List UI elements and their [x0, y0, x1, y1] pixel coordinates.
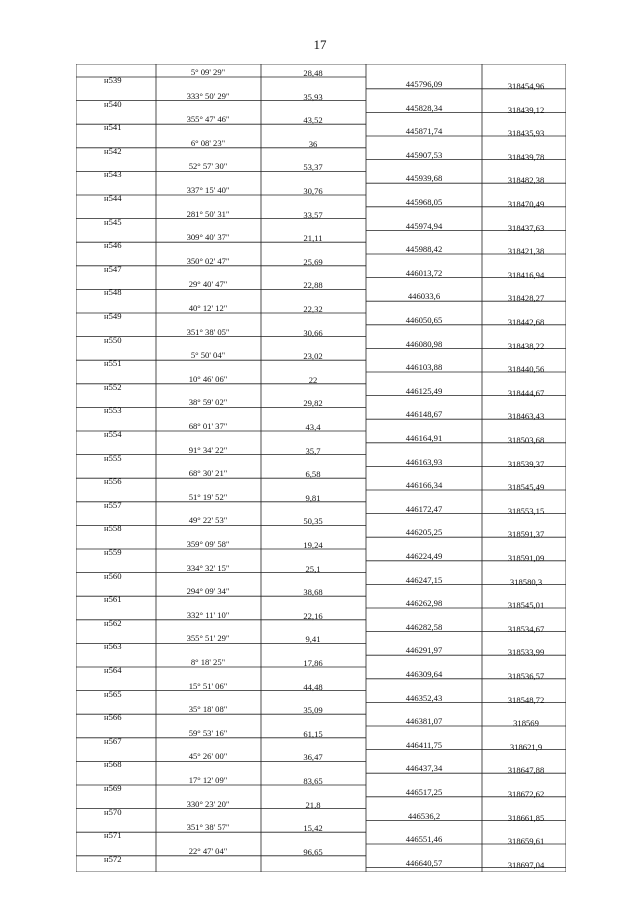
coordinate-x: 445988,42 [405, 244, 443, 255]
segment-length: 21,8 [305, 799, 321, 810]
point-id: н563 [104, 641, 122, 652]
direction-angle: 309° 40' 37" [186, 232, 230, 243]
coordinate-x: 446437,34 [405, 763, 443, 774]
coordinate-y: 318647,88 [507, 765, 545, 776]
coordinate-y: 318444,67 [507, 387, 545, 398]
point-id: н552 [104, 381, 122, 392]
coordinate-x: 446551,46 [405, 834, 443, 845]
coordinate-y: 318503,68 [507, 435, 545, 445]
direction-angle: 17° 12' 09" [188, 775, 228, 785]
segment-length: 33,57 [303, 209, 323, 220]
coordinate-x: 446050,65 [405, 315, 443, 325]
coordinate-y: 318697,04 [507, 859, 545, 870]
coordinate-y: 318435,93 [507, 128, 545, 139]
point-id: н544 [104, 193, 122, 203]
segment-length: 30,76 [303, 186, 323, 196]
coordinate-y: 318438,22 [507, 340, 545, 351]
point-id: н570 [104, 806, 122, 817]
direction-angle: 5° 50' 04" [190, 350, 226, 361]
direction-angle: 6° 08' 23" [190, 137, 226, 148]
coordinate-x: 446013,72 [405, 267, 443, 278]
point-id: н551 [104, 358, 122, 369]
coordinate-x: 445974,94 [405, 220, 443, 231]
coordinate-x: 446033,6 [407, 291, 441, 302]
segment-length: 19,24 [303, 540, 323, 550]
point-id: н564 [104, 665, 122, 675]
coordinate-y: 318591,37 [507, 529, 545, 540]
coordinate-y: 318454,96 [507, 81, 545, 91]
point-id: н548 [104, 287, 122, 298]
coordinate-y: 318539,37 [507, 458, 545, 469]
direction-angle: 35° 18' 08" [188, 704, 228, 715]
segment-length: 23,02 [303, 351, 323, 362]
segment-length: 22,88 [303, 280, 323, 291]
coordinate-y: 318591,09 [507, 553, 545, 563]
segment-length: 15,42 [303, 823, 323, 834]
coordinate-y: 318545,49 [507, 482, 545, 493]
direction-angle: 337° 15' 40" [186, 185, 230, 195]
segment-length: 44,48 [303, 681, 323, 692]
direction-angle: 22° 47' 04" [188, 845, 228, 856]
point-id: н540 [104, 98, 122, 109]
coordinate-x: 446291,97 [405, 645, 443, 656]
direction-angle: 355° 47' 46" [186, 114, 230, 125]
point-id: н542 [104, 145, 122, 156]
point-id: н555 [104, 452, 122, 463]
direction-angle: 45° 26' 00" [188, 751, 228, 762]
segment-length: 22 [308, 374, 318, 385]
coordinate-y: 318470,49 [507, 199, 545, 209]
point-id: н569 [104, 783, 122, 793]
coordinate-x: 446640,57 [405, 857, 443, 868]
direction-angle: 294° 09' 34" [186, 586, 230, 597]
coordinate-y: 318661,85 [507, 812, 545, 823]
coordinate-x: 446282,58 [405, 621, 443, 632]
coordinate-x: 446224,49 [405, 551, 443, 561]
coordinate-x: 445828,34 [405, 102, 443, 113]
segment-length: 22,16 [303, 610, 323, 621]
coordinate-y: 318569 [513, 718, 539, 729]
coordinate-y: 318533,99 [507, 647, 545, 658]
coordinate-y: 318536,57 [507, 671, 545, 681]
coordinate-y: 318463,43 [507, 411, 545, 422]
segment-length: 96,65 [303, 846, 323, 857]
coordinates-table [76, 64, 566, 872]
point-id: н566 [104, 712, 122, 723]
coordinate-y: 318659,61 [507, 836, 545, 847]
segment-length: 36 [308, 138, 318, 149]
coordinate-x: 446247,15 [405, 574, 443, 585]
coordinate-y: 318553,15 [507, 505, 545, 516]
direction-angle: 40° 12' 12" [188, 303, 228, 313]
point-id: н565 [104, 688, 122, 699]
point-id: н541 [104, 122, 122, 133]
segment-length: 50,35 [303, 516, 323, 527]
direction-angle: 350° 02' 47" [186, 255, 230, 266]
segment-length: 21,11 [303, 233, 323, 244]
page-number: 17 [313, 37, 327, 52]
point-id: н546 [104, 240, 122, 251]
point-id: н554 [104, 429, 122, 439]
coordinate-y: 318428,27 [507, 293, 545, 304]
coordinate-y: 318421,38 [507, 246, 545, 257]
segment-length: 43,4 [305, 422, 321, 432]
point-id: н539 [104, 75, 122, 85]
direction-angle: 281° 50' 31" [186, 208, 230, 219]
point-id: н557 [104, 499, 122, 510]
coordinate-x: 446536,2 [407, 810, 441, 821]
segment-length: 43,52 [303, 115, 323, 126]
direction-angle: 5° 09' 29" [190, 67, 226, 77]
direction-angle: 49° 22' 53" [188, 515, 228, 526]
coordinate-y: 318672,62 [507, 789, 545, 799]
segment-length: 25,69 [303, 256, 323, 267]
point-id: н560 [104, 570, 122, 581]
coordinate-x: 446517,25 [405, 787, 443, 797]
point-id: н562 [104, 617, 122, 628]
coordinate-x: 446352,43 [405, 692, 443, 703]
segment-length: 22,32 [303, 304, 323, 314]
coordinate-x: 446309,64 [405, 669, 443, 679]
point-id: н545 [104, 216, 122, 227]
direction-angle: 15° 51' 06" [188, 680, 228, 691]
segment-length: 35,7 [305, 445, 321, 456]
segment-length: 9,41 [305, 634, 321, 645]
point-id: н553 [104, 405, 122, 416]
segment-length: 35,09 [303, 705, 323, 716]
coordinate-x: 446148,67 [405, 409, 443, 420]
coordinate-x: 446381,07 [405, 716, 443, 727]
direction-angle: 351° 38' 57" [186, 822, 230, 833]
segment-length: 38,68 [303, 587, 323, 598]
direction-angle: 10° 46' 06" [188, 373, 228, 384]
coordinate-y: 318416,94 [507, 269, 545, 280]
segment-length: 25,1 [305, 563, 321, 574]
direction-angle: 351° 38' 05" [186, 326, 230, 337]
coordinate-x: 445968,05 [405, 197, 443, 207]
segment-length: 29,82 [303, 398, 323, 409]
coordinate-x: 445796,09 [405, 79, 443, 89]
coordinate-y: 318439,12 [507, 104, 545, 115]
coordinate-x: 446411,75 [405, 739, 443, 750]
coordinate-x: 446166,34 [405, 480, 443, 491]
segment-length: 35,93 [303, 91, 323, 102]
coordinate-y: 318580,3 [509, 576, 543, 587]
coordinate-y: 318621,9 [509, 741, 543, 752]
coordinate-x: 446163,93 [405, 456, 443, 467]
coordinate-y: 318442,68 [507, 317, 545, 327]
direction-angle: 330° 23' 20" [186, 798, 230, 809]
point-id: н543 [104, 169, 122, 180]
coordinate-x: 446103,88 [405, 362, 443, 373]
coordinate-x: 446125,49 [405, 385, 443, 396]
coordinate-x: 446205,25 [405, 527, 443, 538]
point-id: н568 [104, 759, 122, 770]
direction-angle: 334° 32' 15" [186, 562, 230, 573]
direction-angle: 332° 11' 10" [186, 609, 230, 620]
point-id: н549 [104, 311, 122, 321]
direction-angle: 333° 50' 29" [186, 90, 230, 101]
coordinate-x: 446080,98 [405, 338, 443, 349]
segment-length: 36,47 [303, 752, 323, 763]
coordinate-y: 318545,01 [507, 600, 545, 611]
point-id: н571 [104, 830, 122, 841]
direction-angle: 59° 53' 16" [188, 727, 228, 738]
point-id: н547 [104, 263, 122, 274]
coordinate-x: 446164,91 [405, 433, 443, 443]
point-id: н561 [104, 594, 122, 605]
segment-length: 6,58 [305, 469, 321, 480]
coordinate-y: 318440,56 [507, 364, 545, 375]
point-id: н572 [104, 853, 122, 864]
segment-length: 83,65 [303, 776, 323, 786]
point-id: н550 [104, 334, 122, 345]
point-id: н559 [104, 547, 122, 557]
direction-angle: 52° 57' 30" [188, 161, 228, 172]
direction-angle: 38° 59' 02" [188, 397, 228, 408]
coordinate-x: 446172,47 [405, 503, 443, 514]
coordinate-y: 318548,72 [507, 694, 545, 705]
point-id: н558 [104, 523, 122, 534]
coordinate-x: 445939,68 [405, 173, 443, 184]
direction-angle: 68° 30' 21" [188, 468, 228, 479]
coordinate-y: 318437,63 [507, 222, 545, 233]
segment-length: 53,37 [303, 162, 323, 173]
direction-angle: 359° 09' 58" [186, 539, 230, 549]
coordinate-y: 318439,78 [507, 151, 545, 162]
segment-length: 61,15 [303, 728, 323, 739]
segment-length: 17,86 [303, 658, 323, 668]
point-id: н567 [104, 735, 122, 746]
direction-angle: 355° 51' 29" [186, 633, 230, 644]
direction-angle: 68° 01' 37" [188, 421, 228, 431]
coordinate-x: 446262,98 [405, 598, 443, 609]
direction-angle: 8° 18' 25" [190, 657, 226, 667]
coordinate-y: 318534,67 [507, 623, 545, 634]
direction-angle: 51° 19' 52" [188, 491, 228, 502]
segment-length: 9,81 [305, 492, 321, 503]
direction-angle: 29° 40' 47" [188, 279, 228, 290]
coordinate-x: 445907,53 [405, 149, 443, 160]
coordinate-y: 318482,38 [507, 175, 545, 186]
segment-length: 30,66 [303, 327, 323, 338]
direction-angle: 91° 34' 22" [188, 444, 228, 455]
segment-length: 28,48 [303, 68, 323, 78]
coordinate-x: 445871,74 [405, 126, 443, 137]
point-id: н556 [104, 476, 122, 487]
